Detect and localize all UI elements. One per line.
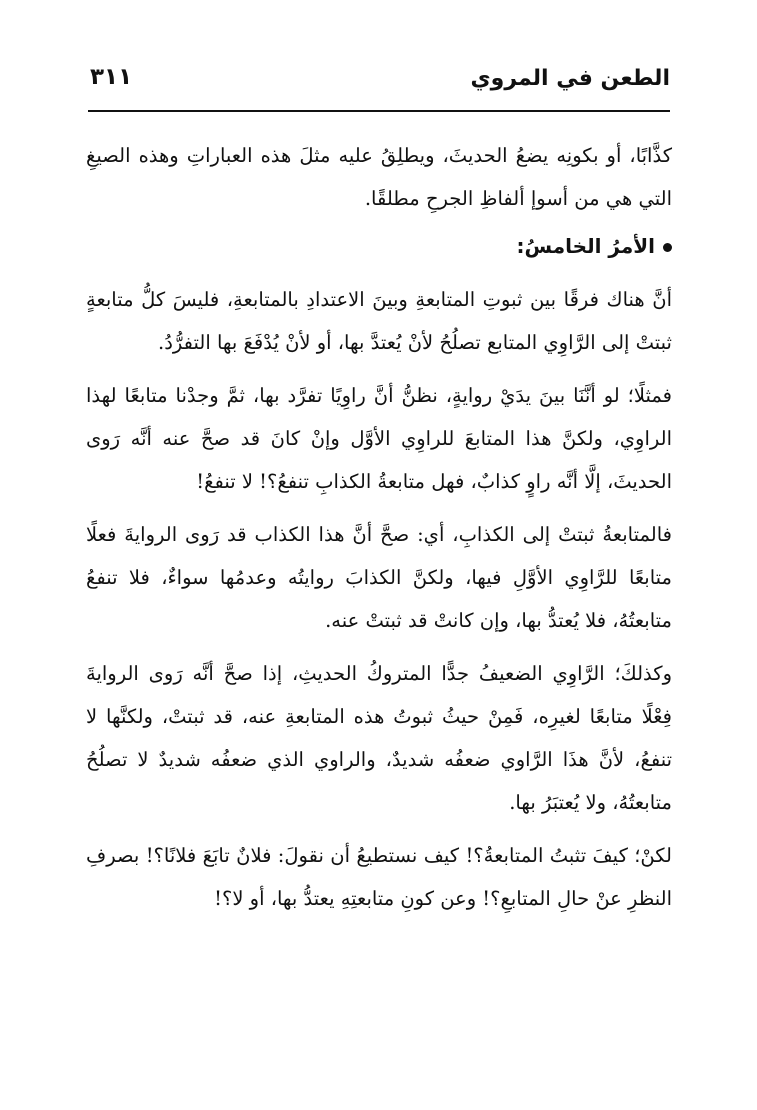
paragraph-5: وكذلكَ؛ الرَّاوِي الضعيفُ جدًّا المتروكُ الحديثِ، إذا صحَّ أنَّه رَوى الروايةَ فِعْلًا متابعًا لغيرِه، فَمِنْ حيثُ ثبوتُ هذه المتابعةِ عنه، قد ثبتتْ، ولكنَّها لا تنفعُ، لأنَّ هذَا الرَّاوي ضعفُه شديدٌ، والراوي الذي ضعفُه شديدٌ لا تصلُحُ متابعتُهُ، ولا يُعتبَرُ بها. <box>86 662 672 814</box>
running-title: الطعن في المروي <box>470 66 670 91</box>
paragraph-2: أنَّ هناك فرقًا بين ثبوتِ المتابعةِ وبينَ الاعتدادِ بالمتابعةِ، فليسَ كلُّ متابعةٍ ثبتتْ إلى الرَّاوِي المتابع تصلُحُ لأنْ يُعتدَّ بها، أو لأنْ يُدْفَعَ بها التفرُّدُ. <box>86 288 672 354</box>
page-header <box>90 58 670 104</box>
paragraph-6: لكنْ؛ كيفَ تثبتُ المتابعةُ؟! كيف نستطيعُ أن نقولَ: فلانٌ تابَعَ فلانًا؟! بصرفِ النظرِ عنْ حالِ المتابعِ؟! وعن كونِ متابعتِهِ يعتدُّ بها، أو لا؟! <box>86 844 672 910</box>
bullet-icon <box>663 243 672 252</box>
paragraph-1: كذَّابًا، أو بكونِه يضعُ الحديثَ، ويطلِقُ عليه مثلَ هذه العباراتِ وهذه الصيغِ التي هي من أسوإ ألفاظِ الجرحِ مطلقًا. <box>86 144 672 210</box>
page-number: ٣١١ <box>90 64 133 90</box>
section-heading-text: الأمرُ الخامسُ: <box>516 234 655 258</box>
paragraph-3: فمثلًا؛ لو أنَّنَا بينَ يدَيْ روايةٍ، نظنُّ أنَّ راوِيًا تفرَّد بها، ثمَّ وجدْنا متابعًا لهذا الراوِي، ولكنَّ هذا المتابعَ للراوِي الأوَّل وإنْ كانَ قد صحَّ عنه أنَّه رَوى الحديثَ، إلَّا أنَّه راوٍ كذابٌ، فهل متابعةُ الكذابِ تنفعُ؟! لا تنفعُ! <box>86 384 672 493</box>
header-divider <box>88 110 670 112</box>
paragraph-4: فالمتابعةُ ثبتتْ إلى الكذابِ، أي: صحَّ أنَّ هذا الكذاب قد رَوى الروايةَ فعلًا متابعًا للرَّاوِي الأوَّلِ فيها، ولكنَّ الكذابَ روايتُه وعدمُها سواءٌ، فلا تنفعُ متابعتُهُ، فلا يُعتدُّ بها، وإن كانتْ قد ثبتتْ عنه. <box>86 523 672 632</box>
page-body <box>86 134 672 920</box>
section-heading <box>86 222 672 270</box>
